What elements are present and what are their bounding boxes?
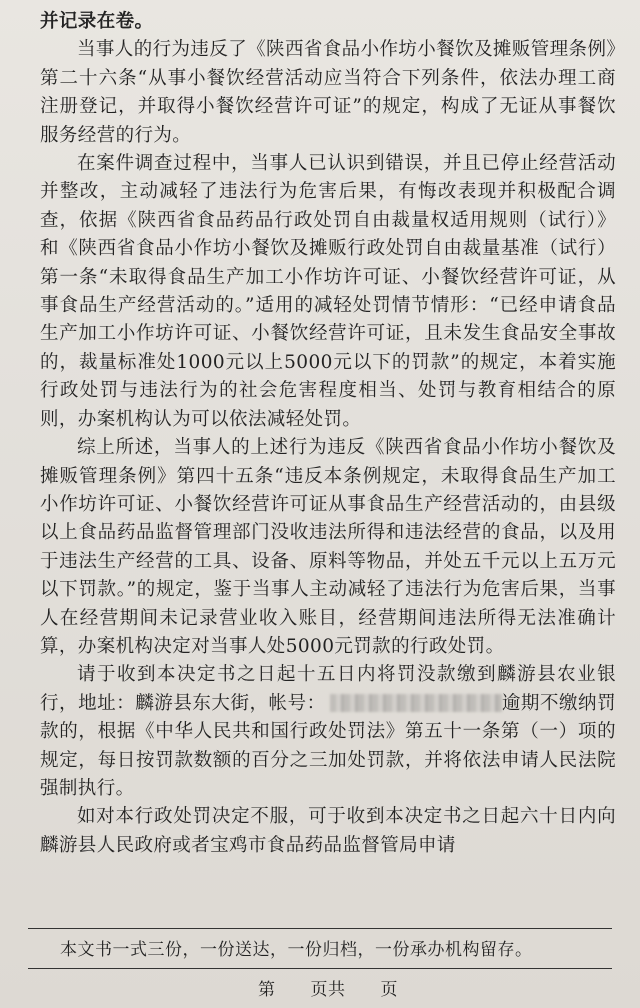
decision-paragraph: 综上所述，当事人的上述行为违反《陕西省食品小作坊小餐饮及摊贩管理条例》第四十五条“违反本条例规定，未取得食品生产加工小作坊许可证、小餐饮经营许可证从事食品生产经营活动的，由县级以上食品药品监督管理部门没收违法所得和违法经营的食品，以及用于违法生产经营的工具、设备、原料等物品，并处五千元以上五万元以下罚款。”的规定，鉴于当事人主动减轻了违法行为危害后果，当事人在经营期间未记录营业收入账目，经营期间违法所得无法准确计算，办案机构决定对当事人处5000元罚款的行政处罚。 [40, 437, 616, 657]
payment-text: 请于收到本决定书之日起十五日内将罚没款缴到麟游县农业银行，地址：麟游县东大街，帐号： [40, 664, 616, 714]
payment-paragraph [40, 661, 616, 803]
footer-divider-top [28, 928, 612, 929]
lead-line: 并记录在卷。 [40, 11, 154, 32]
violation-paragraph: 当事人的行为违反了《陕西省食品小作坊小餐饮及摊贩管理条例》第二十六条“从事小餐饮经营活动应当符合下列条件，依法办理工商注册登记，并取得小餐饮经营许可证”的规定，构成了无证从事餐饮服务经营的行为。 [40, 39, 616, 146]
footer-divider-bottom [28, 968, 612, 969]
page-number: 第 页共 页 [258, 980, 398, 1000]
payment-text-continued: 逾期不缴纳罚款的，根据《中华人民共和国行政处罚法》第五十一条第（一）项的规定，每日按罚款数额的百分之三加处罚款，并将依法申请人民法院强制执行。 [40, 692, 616, 799]
copies-note: 本文书一式三份，一份送达，一份归档，一份承办机构留存。 [60, 940, 533, 960]
document-body [40, 8, 616, 860]
mitigation-paragraph: 在案件调查过程中，当事人已认识到错误，并且已停止经营活动并整改，主动减轻了违法行为危害后果，有悔改表现并积极配合调查，依据《陕西省食品药品行政处罚自由裁量权适用规则（试行）》和《陕西省食品小作坊小餐饮及摊贩行政处罚自由裁量基准（试行）第一条“未取得食品生产加工小作坊许可证、小餐饮经营许可证，从事食品生产经营活动的。”适用的减轻处罚情节情形：“已经申请食品生产加工小作坊许可证、小餐饮经营许可证，且未发生食品安全事故的，裁量标准处1000元以上5000元以下的罚款”的规定，本着实施行政处罚与违法行为的社会危害程度相当、处罚与教育相结合的原则，办案机构认为可以依法减轻处罚。 [40, 153, 616, 430]
appeal-paragraph: 如对本行政处罚决定不服，可于收到本决定书之日起六十日内向麟游县人民政府或者宝鸡市食品药品监督管局申请 [40, 806, 616, 856]
redacted-account-number [330, 694, 502, 712]
